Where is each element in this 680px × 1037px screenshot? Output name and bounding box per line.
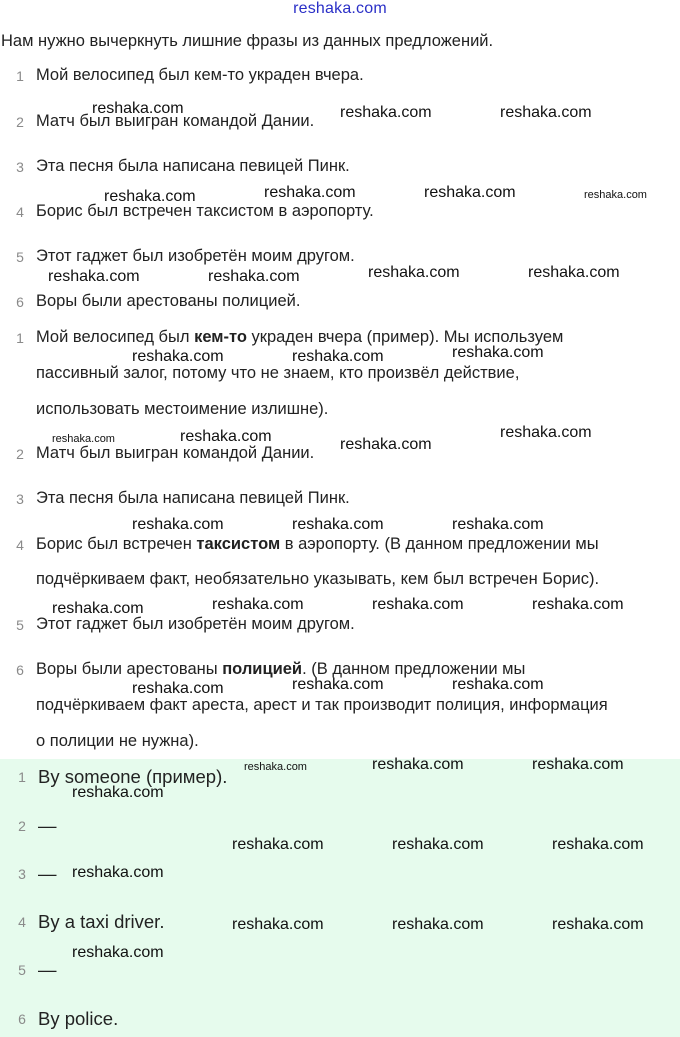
watermark: reshaka.com: [452, 676, 544, 693]
item-number: 5: [16, 617, 24, 633]
answer-number: 1: [18, 769, 26, 785]
item-number: 3: [16, 491, 24, 507]
explanation-line: Этот гаджет был изобретён моим другом.: [36, 615, 355, 633]
task-sentence: Мой велосипед был кем-то украден вчера.: [36, 66, 364, 84]
watermark: reshaka.com: [372, 596, 464, 613]
task-sentence: Матч был выигран командой Дании.: [36, 112, 315, 130]
item-number: 1: [16, 330, 24, 346]
highlight-word: таксистом: [196, 535, 281, 553]
item-number: 6: [16, 662, 24, 678]
task-sentence: Этот гаджет был изобретён моим другом.: [36, 247, 355, 265]
task-sentence: Воры были арестованы полицией.: [36, 292, 301, 310]
explanation-line: использовать местоимение излишне).: [36, 400, 329, 418]
answer-number: 5: [18, 962, 26, 978]
watermark: reshaka.com: [292, 516, 384, 533]
watermark: reshaka.com: [500, 104, 592, 121]
item-number: 5: [16, 249, 24, 265]
item-number: 6: [16, 294, 24, 310]
watermark: reshaka.com: [584, 189, 647, 201]
watermark: reshaka.com: [292, 676, 384, 693]
watermark: reshaka.com: [92, 100, 184, 117]
answer-text: By police.: [38, 1008, 119, 1029]
answer-number: 6: [18, 1011, 26, 1027]
answer-text: By someone (пример).: [38, 766, 228, 787]
site-header-link[interactable]: reshaka.com: [293, 0, 387, 17]
highlight-word: кем-то: [194, 328, 247, 346]
watermark: reshaka.com: [500, 424, 592, 441]
watermark: reshaka.com: [532, 596, 624, 613]
watermark: reshaka.com: [392, 836, 484, 853]
explanation-line: пассивный залог, потому что не знаем, кто произвёл действие,: [36, 364, 520, 382]
watermark: reshaka.com: [232, 916, 324, 933]
item-number: 1: [16, 68, 24, 84]
watermark: reshaka.com: [132, 680, 224, 697]
watermark: reshaka.com: [452, 516, 544, 533]
watermark: reshaka.com: [212, 596, 304, 613]
explanation-line: Мой велосипед был кем-то украден вчера (пример). Мы используем: [36, 328, 564, 346]
task-sentence: Эта песня была написана певицей Пинк.: [36, 157, 350, 175]
highlight-word: полицией: [222, 660, 303, 678]
watermark: reshaka.com: [52, 433, 115, 445]
answer-number: 4: [18, 914, 26, 930]
watermark: reshaka.com: [104, 188, 196, 205]
watermark: reshaka.com: [232, 836, 324, 853]
watermark: reshaka.com: [180, 428, 272, 445]
watermark: reshaka.com: [264, 184, 356, 201]
watermark: reshaka.com: [528, 264, 620, 281]
item-number: 4: [16, 204, 24, 220]
explanation-line: Борис был встречен таксистом в аэропорту. (В данном предложении мы: [36, 535, 599, 553]
answer-text: —: [38, 863, 57, 884]
item-number: 2: [16, 446, 24, 462]
explanation-line: о полиции не нужна).: [36, 732, 199, 750]
watermark: reshaka.com: [52, 600, 144, 617]
explanation-line: Матч был выигран командой Дании.: [36, 444, 315, 462]
watermark: reshaka.com: [392, 916, 484, 933]
answer-text: —: [38, 815, 57, 836]
explanation-line: Воры были арестованы полицией. (В данном предложении мы: [36, 660, 526, 678]
explanation-line: подчёркиваем факт ареста, арест и так производит полиция, информация: [36, 696, 608, 714]
watermark: reshaka.com: [292, 348, 384, 365]
watermark: reshaka.com: [552, 836, 644, 853]
task-sentence: Борис был встречен таксистом в аэропорту.: [36, 202, 374, 220]
watermark: reshaka.com: [340, 104, 432, 121]
watermark: reshaka.com: [424, 184, 516, 201]
explanation-line: подчёркиваем факт, необязательно указывать, кем был встречен Борис).: [36, 570, 600, 588]
watermark: reshaka.com: [340, 436, 432, 453]
answer-number: 2: [18, 818, 26, 834]
watermark: reshaka.com: [72, 864, 164, 881]
answer-number: 3: [18, 866, 26, 882]
watermark: reshaka.com: [552, 916, 644, 933]
watermark: reshaka.com: [368, 264, 460, 281]
watermark: reshaka.com: [532, 756, 624, 773]
item-number: 4: [16, 537, 24, 553]
answer-text: By a taxi driver.: [38, 911, 165, 932]
answer-text: —: [38, 959, 57, 980]
intro-text: Нам нужно вычеркнуть лишние фразы из данных предложений.: [1, 32, 494, 50]
watermark: reshaka.com: [244, 761, 307, 773]
explanation-line: Эта песня была написана певицей Пинк.: [36, 489, 350, 507]
watermark: reshaka.com: [72, 784, 164, 801]
item-number: 2: [16, 114, 24, 130]
watermark: reshaka.com: [372, 756, 464, 773]
watermark: reshaka.com: [48, 268, 140, 285]
watermark: reshaka.com: [452, 344, 544, 361]
watermark: reshaka.com: [132, 516, 224, 533]
watermark: reshaka.com: [132, 348, 224, 365]
watermark: reshaka.com: [208, 268, 300, 285]
watermark: reshaka.com: [72, 944, 164, 961]
item-number: 3: [16, 159, 24, 175]
